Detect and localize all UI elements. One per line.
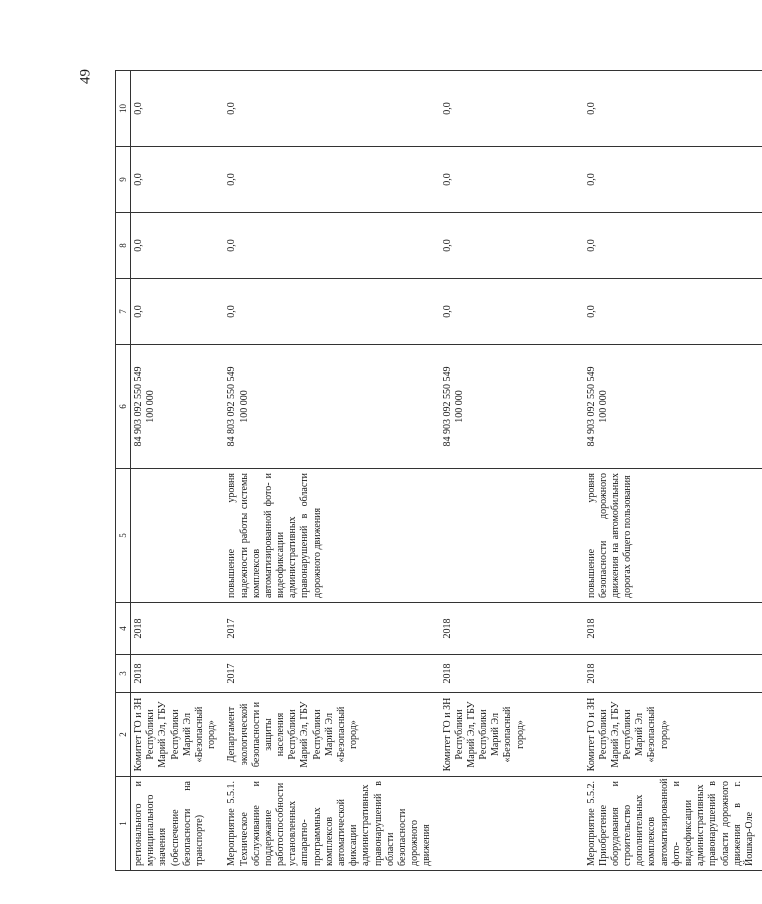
budget-code-sub: 100 000 [597,390,609,423]
budget-code-main: 84 903 092 550 549 [133,366,144,447]
column-header: 5 [116,469,131,603]
measure-name-cell: Мероприятие 5.5.2. Приобретение оборудования и строительство дополнительных комплексов автоматизированной фото- и видеофиксации административных правонарушений в области дорожного движения в г. Йошкар-Оле [584,777,762,871]
column-number-row [116,71,131,871]
column-header: 9 [116,147,131,213]
column-header: 10 [116,71,131,147]
budget-code-cell [584,345,762,469]
start-year-cell: 2018 [440,655,584,693]
table-row [224,71,439,871]
value-cell: 0,0 [584,71,762,147]
value-cell: 0,0 [584,213,762,279]
table-row [584,71,762,871]
page-number: 49 [77,69,94,84]
value-cell: 0,0 [224,213,439,279]
column-header: 2 [116,693,131,777]
value-cell: 0,0 [440,213,584,279]
budget-code-sub: 100 000 [145,390,157,423]
budget-code-sub: 100 000 [453,390,465,423]
value-cell: 0,0 [131,71,225,147]
value-cell: 0,0 [440,279,584,345]
executor-cell: Комитет ГО и ЗН Республики Марий Эл, ГБУ Республики Марий Эл «Безопасный город» [440,693,584,777]
column-header: 7 [116,279,131,345]
end-year-cell: 2018 [440,603,584,655]
end-year-cell: 2017 [224,603,439,655]
column-header: 6 [116,345,131,469]
column-header: 8 [116,213,131,279]
column-header: 3 [116,655,131,693]
value-cell: 0,0 [440,147,584,213]
column-header: 4 [116,603,131,655]
value-cell: 0,0 [584,147,762,213]
budget-code-sub: 100 000 [238,390,250,423]
value-cell: 0,0 [131,279,225,345]
budget-code-cell [224,345,439,469]
value-cell: 0,0 [224,279,439,345]
executor-cell: Департамент экологической безопасности и защиты населения Республики Марий Эл, ГБУ Республики Марий Эл «Безопасный город» [224,693,439,777]
value-cell: 0,0 [131,213,225,279]
value-cell: 0,0 [131,147,225,213]
measure-name-cell: Мероприятие 5.5.1. Техническое обслуживание и поддержание работоспособности установленных аппаратно-программных комплексов автоматической фиксации административных правонарушений в области безопасности дорожного движения [224,777,439,871]
rotated-table-wrapper [115,71,755,871]
budget-code-main: 84 803 092 550 549 [226,366,238,447]
value-cell: 0,0 [440,71,584,147]
budget-code-cell [440,345,584,469]
start-year-cell: 2017 [224,655,439,693]
table-row [131,71,225,871]
expected-result-cell [131,469,225,603]
measure-name-cell: регионального и муниципального значения (обеспечение безопасности на транспорте) [131,777,225,871]
expected-result-cell: повышение уровня надежности работы системы комплексов автоматизированной фото- и видеофиксации административных правонарушений в области дорожного движения [224,469,583,603]
start-year-cell: 2018 [131,655,225,693]
start-year-cell: 2018 [584,655,762,693]
program-table [115,70,762,871]
column-header: 1 [116,777,131,871]
expected-result-cell: повышение уровня безопасности дорожного движения на автомобильных дорогах общего пользования [584,469,762,603]
executor-cell: Комитет ГО и ЗН Республики Марий Эл, ГБУ Республики Марий Эл «Безопасный город» [584,693,762,777]
value-cell: 0,0 [584,279,762,345]
budget-code-main: 84 903 092 550 549 [585,366,597,447]
value-cell: 0,0 [224,71,439,147]
budget-code-cell [131,345,225,469]
budget-code-main: 84 903 092 550 549 [441,366,453,447]
end-year-cell: 2018 [584,603,762,655]
executor-cell: Комитет ГО и ЗН Республики Марий Эл, ГБУ Республики Марий Эл «Безопасный город» [131,693,225,777]
end-year-cell: 2018 [131,603,225,655]
value-cell: 0,0 [224,147,439,213]
measure-name-cell [440,777,584,871]
